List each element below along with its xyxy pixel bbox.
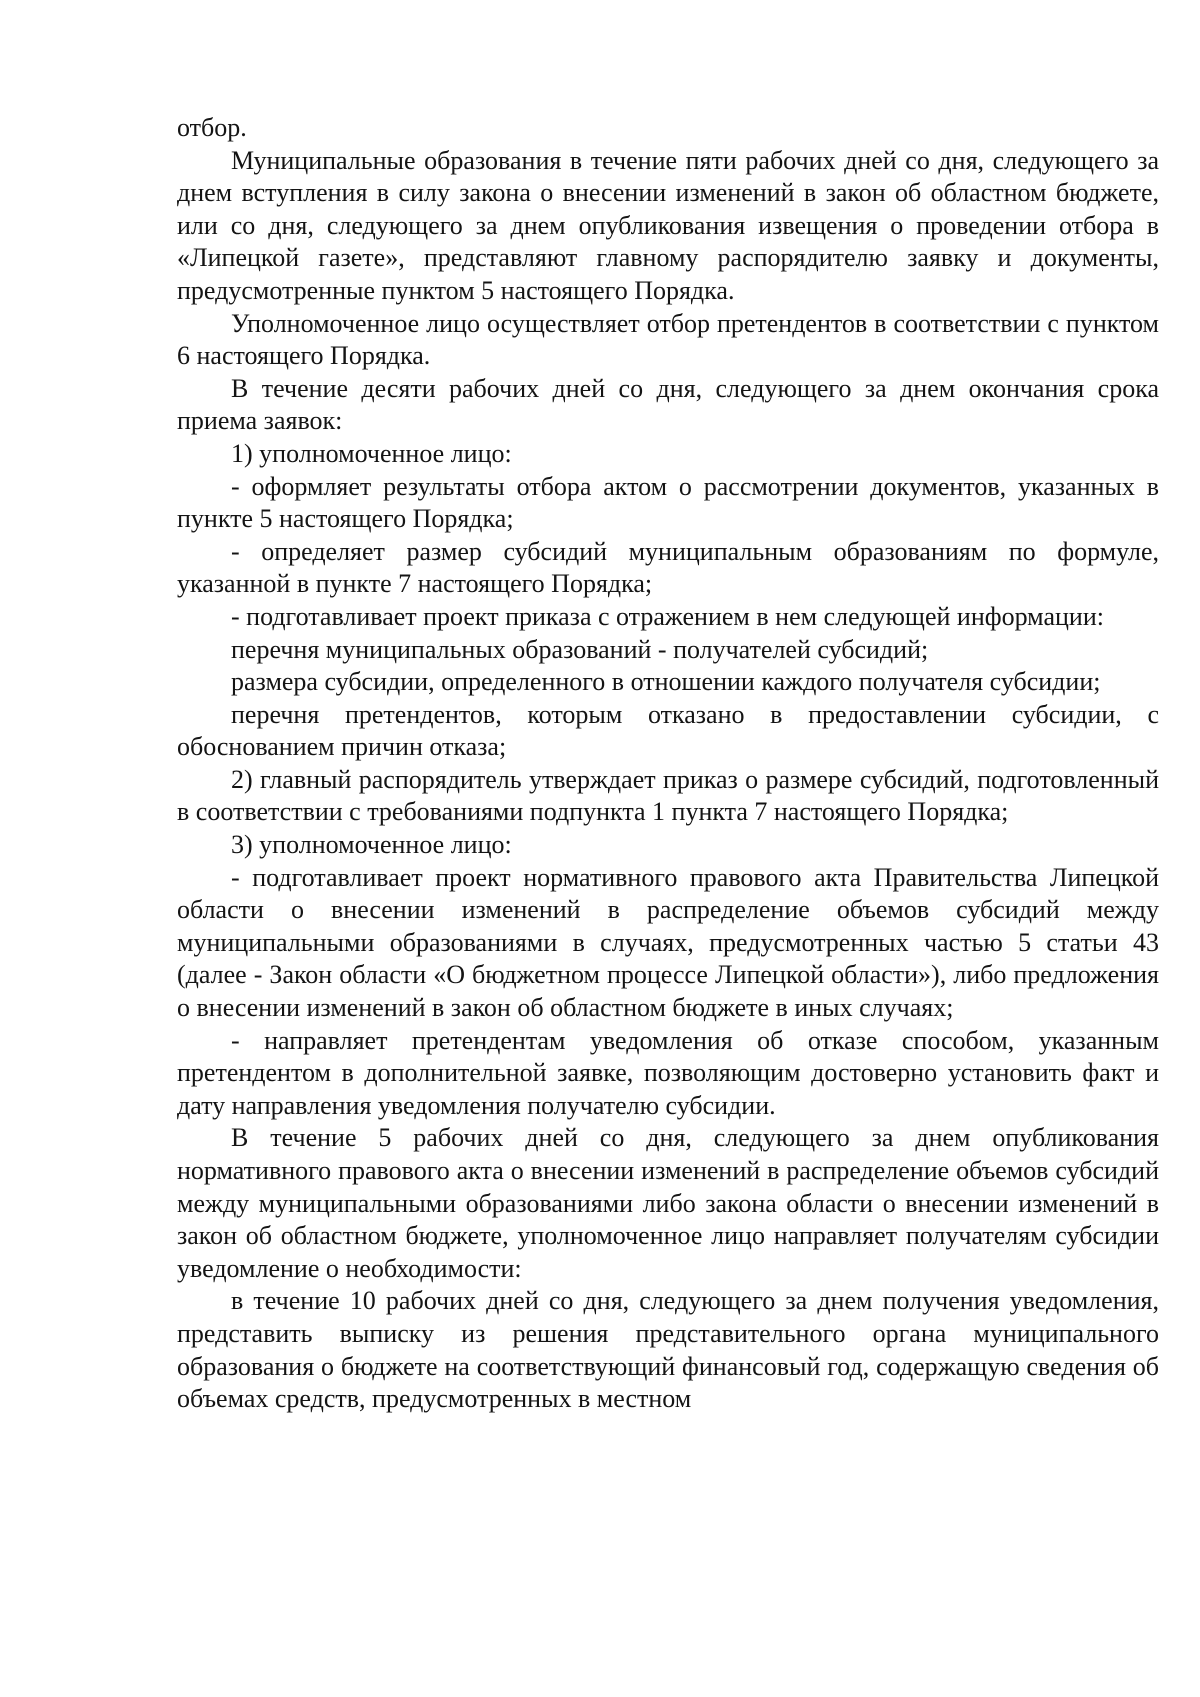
list-item: размера субсидии, определенного в отношении каждого получателя субсидии; [231,667,1101,697]
list-item: - подготавливает проект приказа с отражением в нем следующей информации: [231,601,1104,631]
paragraph: В течение десяти рабочих дней со дня, следующего за днем окончания срока приема заявок: [177,373,1159,436]
list-item: перечня претендентов, которым отказано в предоставлении субсидии, с обоснованием причин отказа; [177,699,1159,762]
list-item: - определяет размер субсидий муниципальным образованиям по формуле, указанной в пункте 7 настоящего Порядка; [177,536,1159,599]
paragraph: в течение 10 рабочих дней со дня, следующего за днем получения уведомления, представить выписку из решения представительного органа муниципального образования о бюджете на соответствующий финансовый год, содержащую сведения об объемах средств, предусмотренных в местном [177,1286,1159,1414]
list-item: - оформляет результаты отбора актом о рассмотрении документов, указанных в пункте 5 настоящего Порядка; [177,471,1159,534]
paragraph: В течение 5 рабочих дней со дня, следующего за днем опубликования нормативного правового акта о внесении изменений в распределение объемов субсидий между муниципальными образованиями либо закона области о внесении изменений в закон об областном бюджете, уполномоченное лицо направляет получателям субсидии уведомление о необходимости: [177,1123,1159,1283]
list-item: 1) уполномоченное лицо: [231,438,512,468]
document-body [177,112,1159,1416]
paragraph: Уполномоченное лицо осуществляет отбор претендентов в соответствии с пунктом 6 настоящего Порядка. [177,308,1159,371]
paragraph-continuation: отбор. [177,113,247,142]
list-item: 2) главный распорядитель утверждает приказ о размере субсидий, подготовленный в соответствии с требованиями подпункта 1 пункта 7 настоящего Порядка; [177,764,1159,827]
list-item: - направляет претендентам уведомления об отказе способом, указанным претендентом в дополнительной заявке, позволяющим достоверно установить факт и дату направления уведомления получателю субсидии. [177,1025,1159,1120]
list-item: - подготавливает проект нормативного правового акта Правительства Липецкой области о внесении изменений в распределение объемов субсидий между муниципальными образованиями в случаях, предусмотренных частью 5 статьи 43 (далее - Закон области «О бюджетном процессе Липецкой области»), либо предложения о внесении изменений в закон об областном бюджете в иных случаях; [177,862,1159,1023]
paragraph: Муниципальные образования в течение пяти рабочих дней со дня, следующего за днем вступления в силу закона о внесении изменений в закон об областном бюджете, или со дня, следующего за днем опубликования извещения о проведении отбора в «Липецкой газете», представляют главному распорядителю заявку и документы, предусмотренные пунктом 5 настоящего Порядка. [177,145,1159,305]
list-item: 3) уполномоченное лицо: [231,830,512,860]
list-item: перечня муниципальных образований - получателей субсидий; [231,634,929,664]
